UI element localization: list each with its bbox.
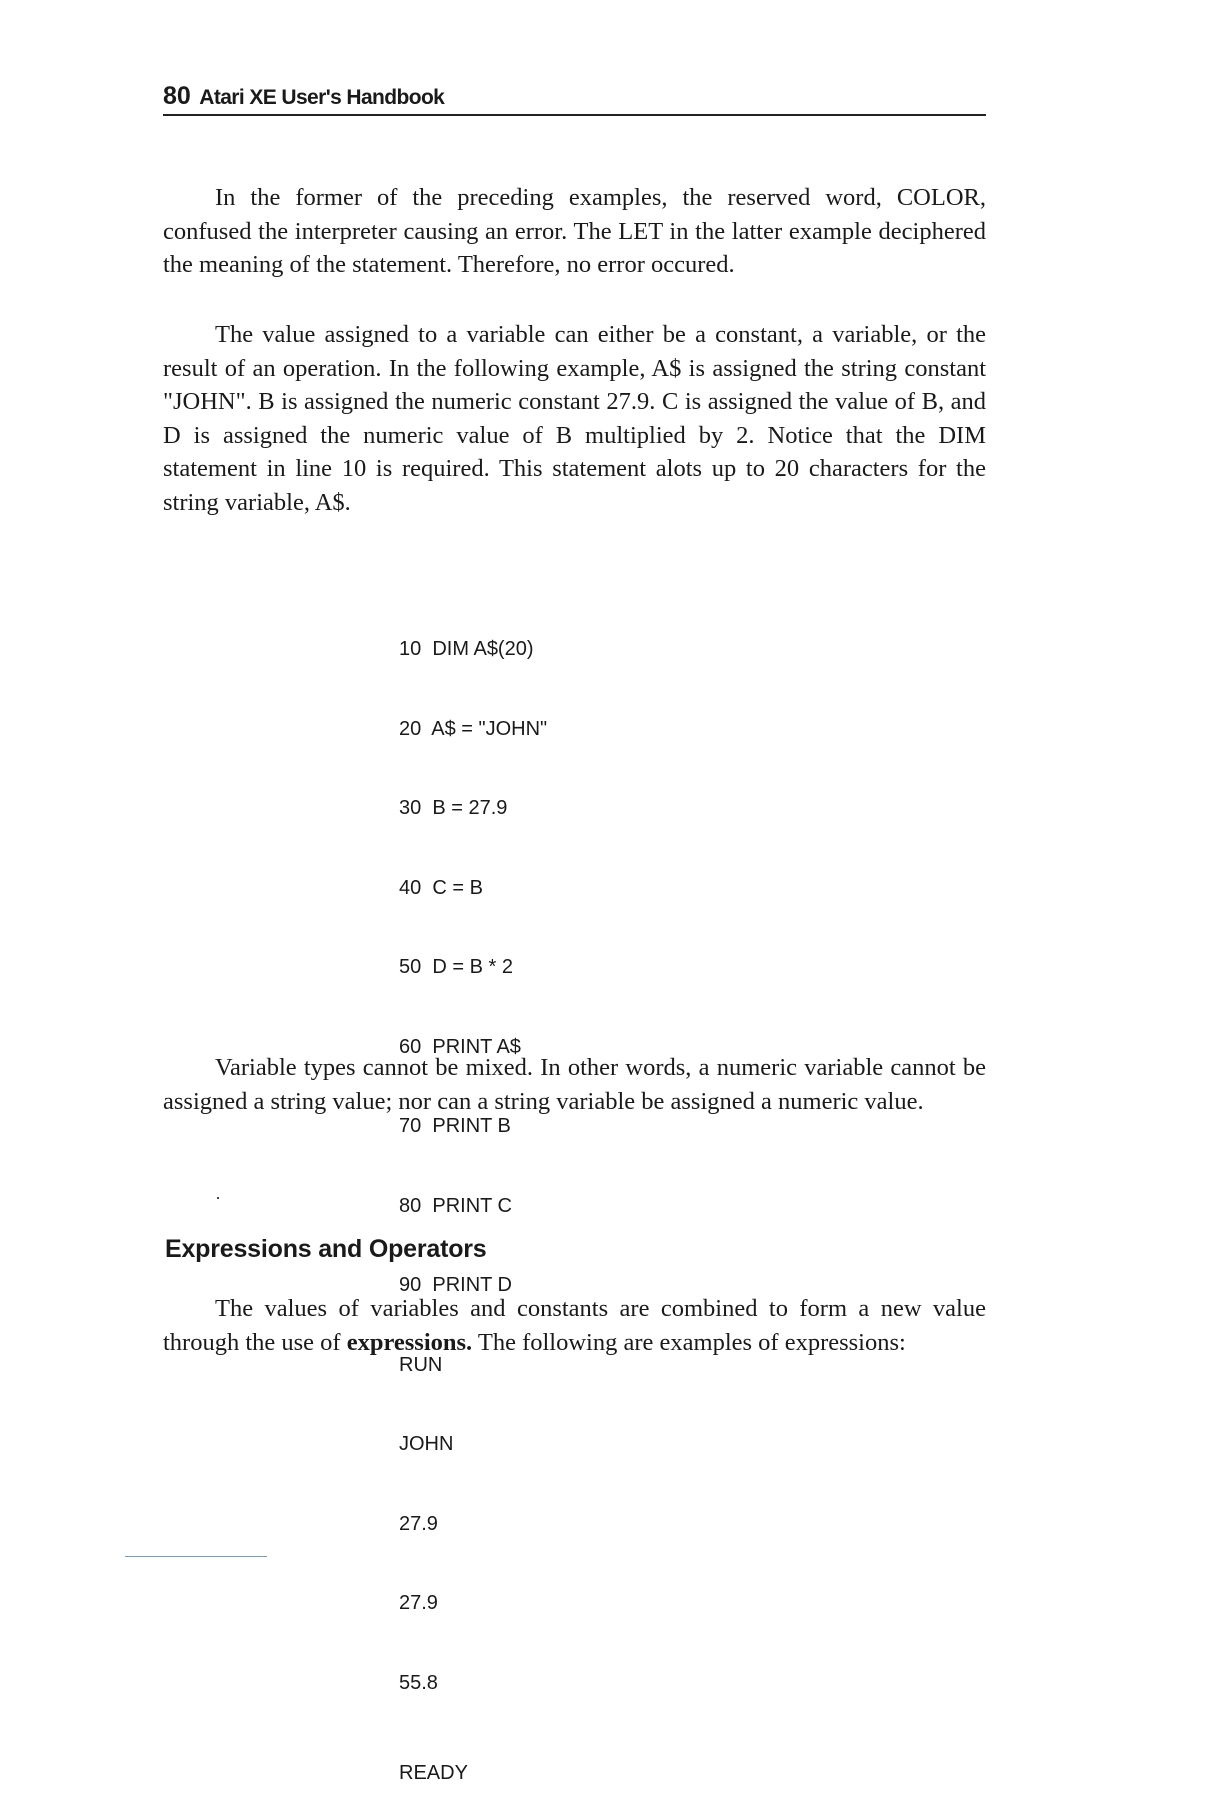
paragraph-text: The value assigned to a variable can either be a constant, a variable, or the result of an operation. In the following example, A$ is assigned the string constant "JOHN". B is assigned the numeric constant 27.9. C is assigned the value of B, and D is assigned the numeric value of B multiplied by 2. Notice that the DIM statement in line 10 is required. This statement alots up to 20 characters for the string variable, A$. bbox=[163, 321, 986, 516]
code-line: 40 C = B bbox=[399, 876, 483, 899]
code-listing bbox=[399, 583, 547, 1813]
output-line: 55.8 bbox=[399, 1671, 438, 1694]
code-line: 10 DIM A$(20) bbox=[399, 638, 534, 660]
paragraph-text bbox=[163, 1292, 986, 1359]
page-header bbox=[163, 82, 986, 116]
running-title: Atari XE User's Handbook bbox=[199, 86, 445, 109]
paragraph-text: In the former of the preceding examples, the reserved word, COLOR, confused the interpreter causing an error. The LET in the latter example deciphered the meaning of the statement. Therefore, no error occured. bbox=[163, 184, 986, 279]
page-number: 80 bbox=[163, 82, 191, 110]
output-line: JOHN bbox=[399, 1433, 454, 1455]
paragraph-text-start: The values of variables and constants are combined to form a new value through the use of bbox=[163, 1295, 986, 1356]
paragraph-expressions bbox=[163, 1292, 986, 1359]
output-line: 27.9 bbox=[399, 1592, 438, 1614]
code-line: 50 D = B * 2 bbox=[399, 956, 513, 978]
output-line: 27.9 bbox=[399, 1512, 438, 1535]
paragraph-text: Variable types cannot be mixed. In other words, a numeric variable cannot be assigned a string value; nor can a string variable be assigned a numeric value. bbox=[163, 1054, 986, 1115]
paragraph-text-end: The following are examples of expressions: bbox=[472, 1328, 906, 1356]
code-line: 90 PRINT D bbox=[399, 1274, 512, 1296]
footer-rule bbox=[125, 1556, 267, 1557]
code-line: 80 PRINT C bbox=[399, 1194, 512, 1217]
paragraph-variable-types bbox=[163, 1051, 986, 1118]
code-line: 20 A$ = "JOHN" bbox=[399, 717, 548, 740]
stray-mark bbox=[217, 1197, 219, 1199]
section-heading: Expressions and Operators bbox=[165, 1235, 487, 1263]
code-line: 60 PRINT A$ bbox=[399, 1035, 521, 1058]
paragraph-value-assignment bbox=[163, 318, 986, 520]
code-line: RUN bbox=[399, 1353, 443, 1376]
paragraph-reserved-word bbox=[163, 181, 986, 282]
code-line: 70 PRINT B bbox=[399, 1115, 511, 1137]
term-expressions: expressions. bbox=[346, 1328, 473, 1356]
code-line: 30 B = 27.9 bbox=[399, 797, 508, 819]
ready-prompt: READY bbox=[399, 1762, 468, 1784]
